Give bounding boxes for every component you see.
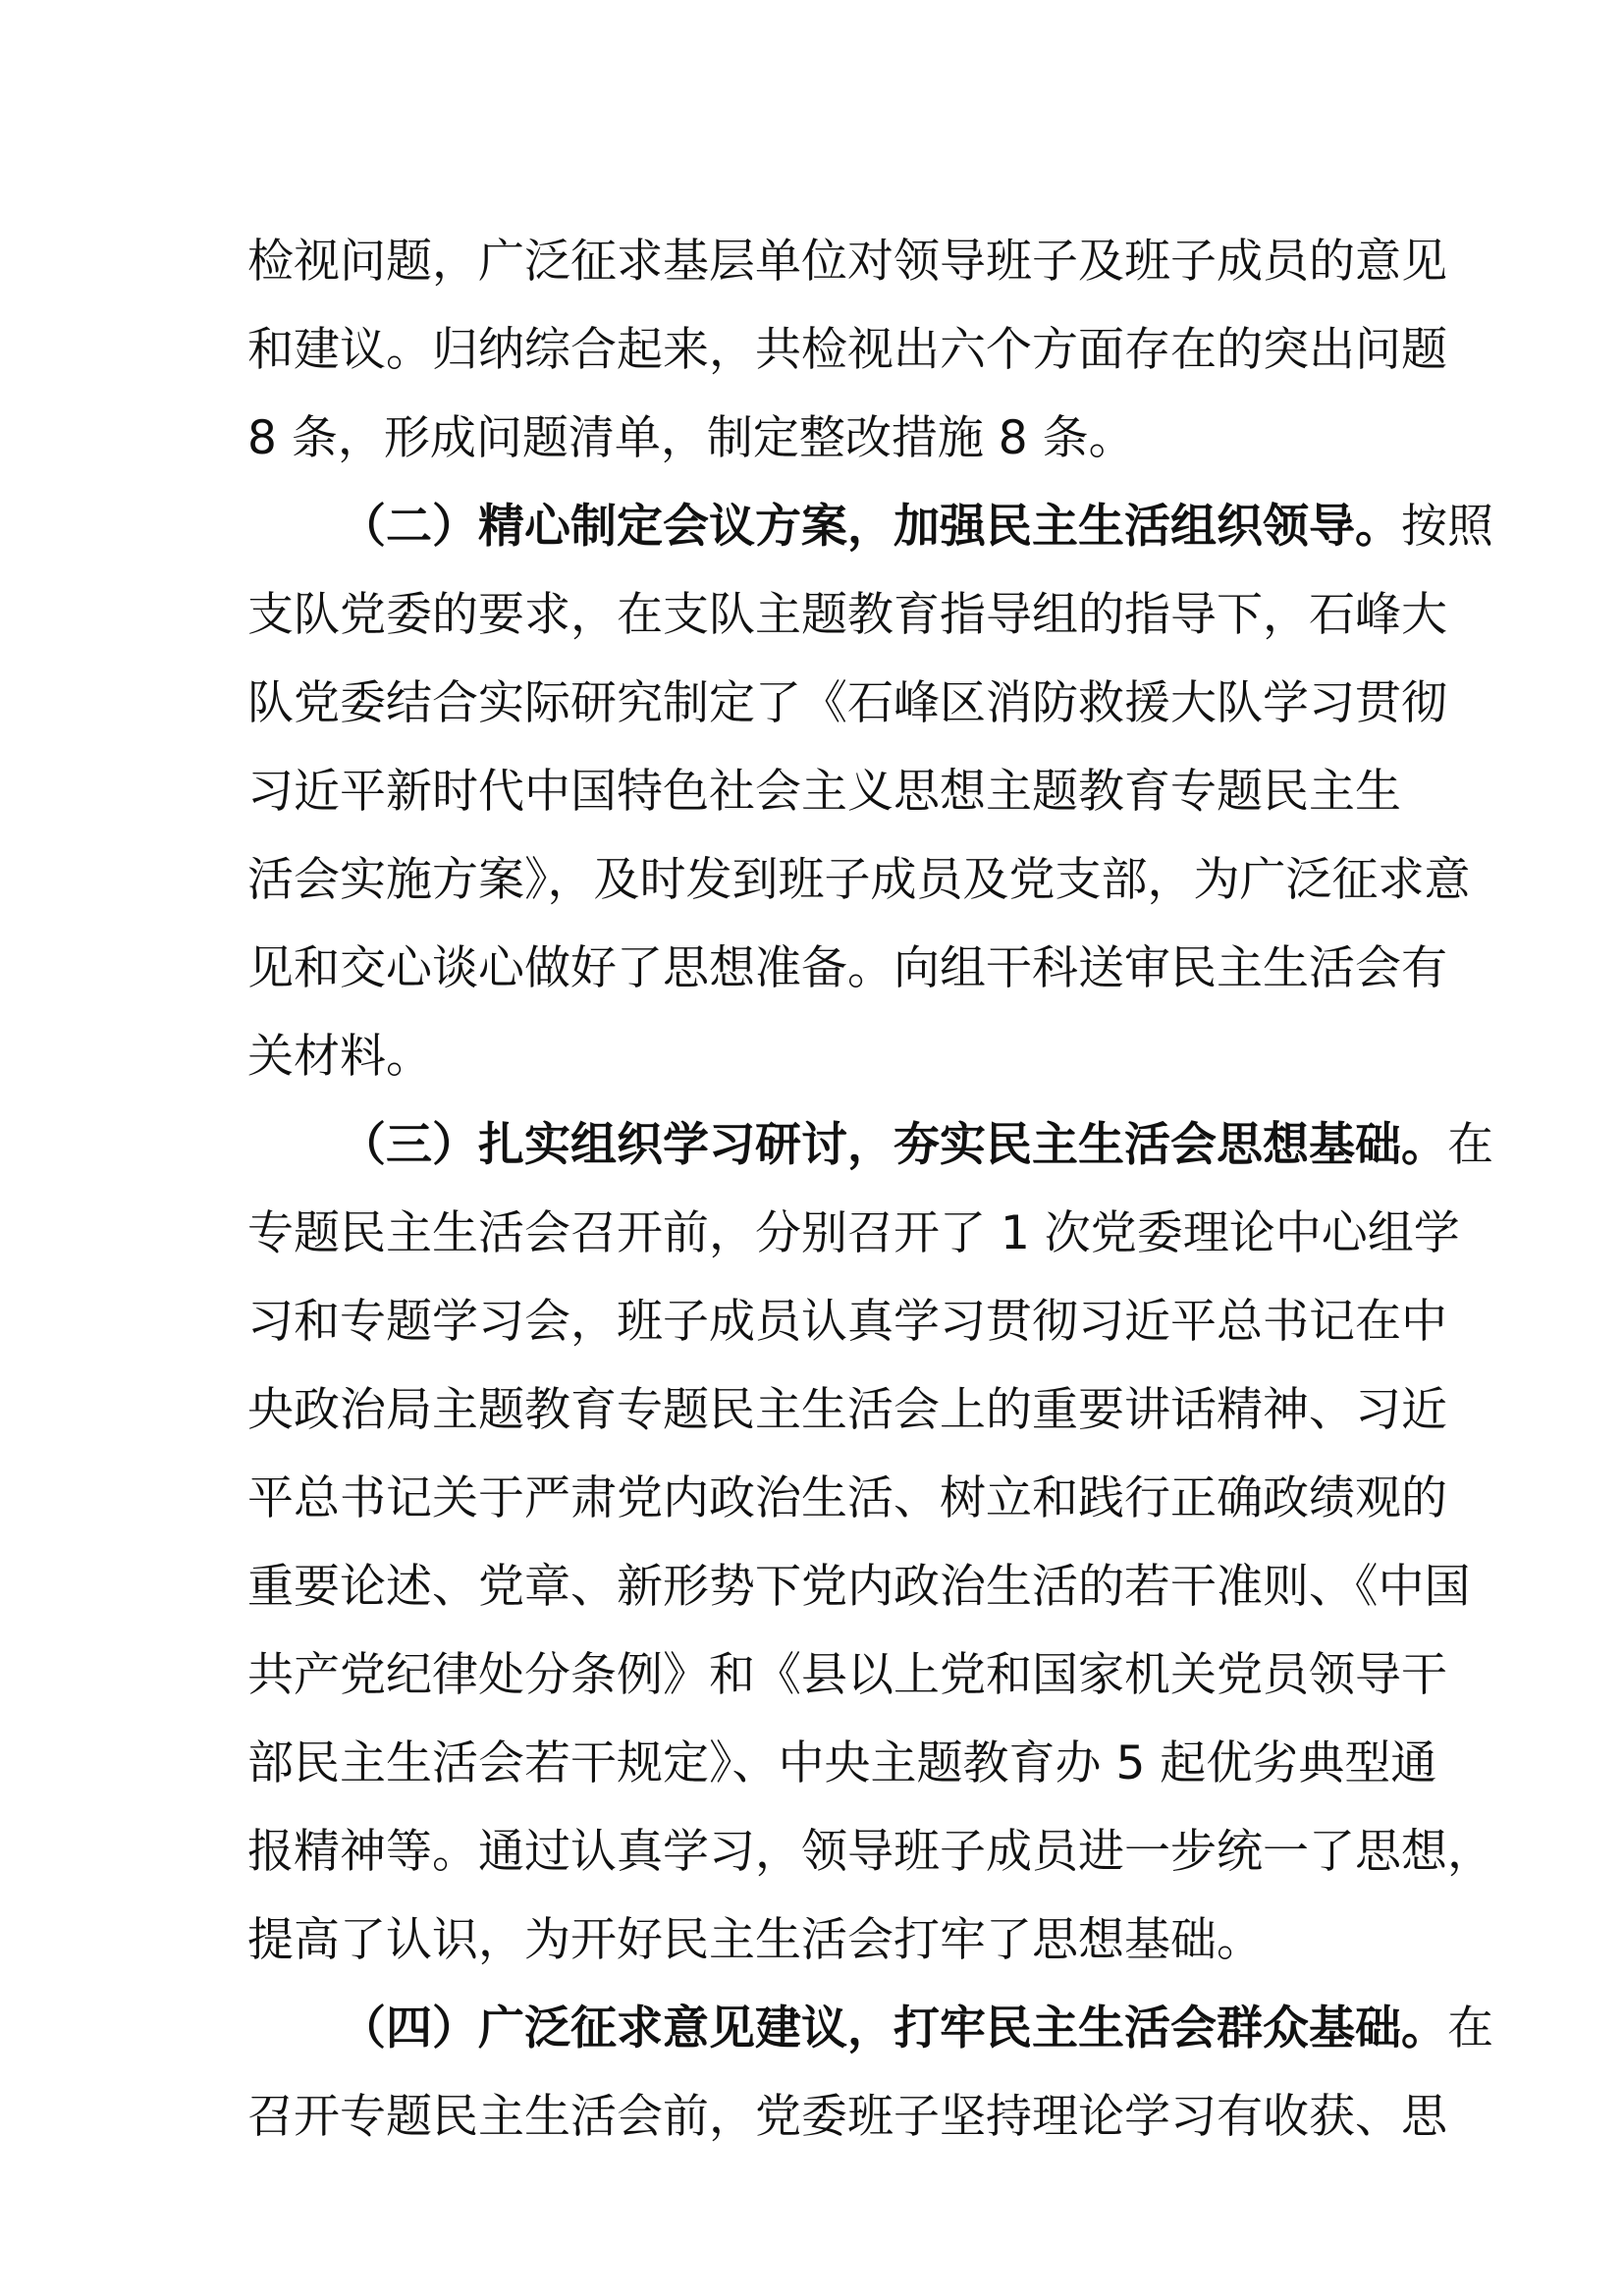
text-line: 共产党纪律处分条例》和《县以上党和国家机关党员领导干 <box>247 1648 1447 1702</box>
paragraph-first-line <box>247 483 1493 571</box>
text-fragment: 在 <box>1447 1118 1493 1172</box>
text-line: 召开专题民主生活会前，党委班子坚持理论学习有收获、思 <box>247 2090 1447 2144</box>
text-line: 提高了认识，为开好民主生活会打牢了思想基础。 <box>247 1913 1263 1967</box>
paragraph-2 <box>247 483 1493 1101</box>
text-line: 重要论述、党章、新形势下党内政治生活的若干准则、《中国 <box>247 1560 1471 1614</box>
text-fragment: 按照 <box>1401 500 1493 554</box>
text-line: 央政治局主题教育专题民主生活会上的重要讲话精神、习近 <box>247 1383 1447 1437</box>
text-line: 见和交心谈心做好了思想准备。向组干科送审民主生活会有 <box>247 941 1447 995</box>
paragraph-3 <box>247 1101 1493 1985</box>
paragraph-1 <box>247 218 1447 483</box>
text-line: 队党委结合实际研究制定了《石峰区消防救援大队学习贯彻 <box>247 676 1447 730</box>
text-line: 习近平新时代中国特色社会主义思想主题教育专题民主生 <box>247 765 1401 819</box>
text-line: 支队党委的要求，在支队主题教育指导组的指导下，石峰大 <box>247 588 1447 642</box>
paragraph-first-line <box>247 1101 1493 1190</box>
text-line: 习和专题学习会，班子成员认真学习贯彻习近平总书记在中 <box>247 1295 1447 1349</box>
text-fragment: 在 <box>1447 2002 1493 2056</box>
text-line: 专题民主生活会召开前，分别召开了 1 次党委理论中心组学 <box>247 1206 1460 1260</box>
text-line: 和建议。归纳综合起来，共检视出六个方面存在的突出问题 <box>247 323 1447 377</box>
text-line: 平总书记关于严肃党内政治生活、树立和践行正确政绩观的 <box>247 1471 1447 1525</box>
section-heading: （三）扎实组织学习研讨，夯实民主生活会思想基础。 <box>340 1118 1447 1172</box>
text-line: 部民主生活会若干规定》、中央主题教育办 5 起优劣典型通 <box>247 1736 1437 1790</box>
section-heading: （四）广泛征求意见建议，打牢民主生活会群众基础。 <box>340 2002 1447 2056</box>
text-line: 关材料。 <box>247 1030 432 1084</box>
paragraph-4 <box>247 1985 1493 2162</box>
text-line: 报精神等。通过认真学习，领导班子成员进一步统一了思想， <box>247 1825 1493 1879</box>
paragraph-first-line <box>247 1985 1493 2073</box>
text-line: 8 条，形成问题清单，制定整改措施 8 条。 <box>247 411 1135 465</box>
section-heading: （二）精心制定会议方案，加强民主生活组织领导。 <box>340 500 1401 554</box>
document-body <box>247 218 1493 2162</box>
text-line: 活会实施方案》，及时发到班子成员及党支部，为广泛征求意 <box>247 853 1471 907</box>
text-line: 检视问题，广泛征求基层单位对领导班子及班子成员的意见 <box>247 235 1447 289</box>
